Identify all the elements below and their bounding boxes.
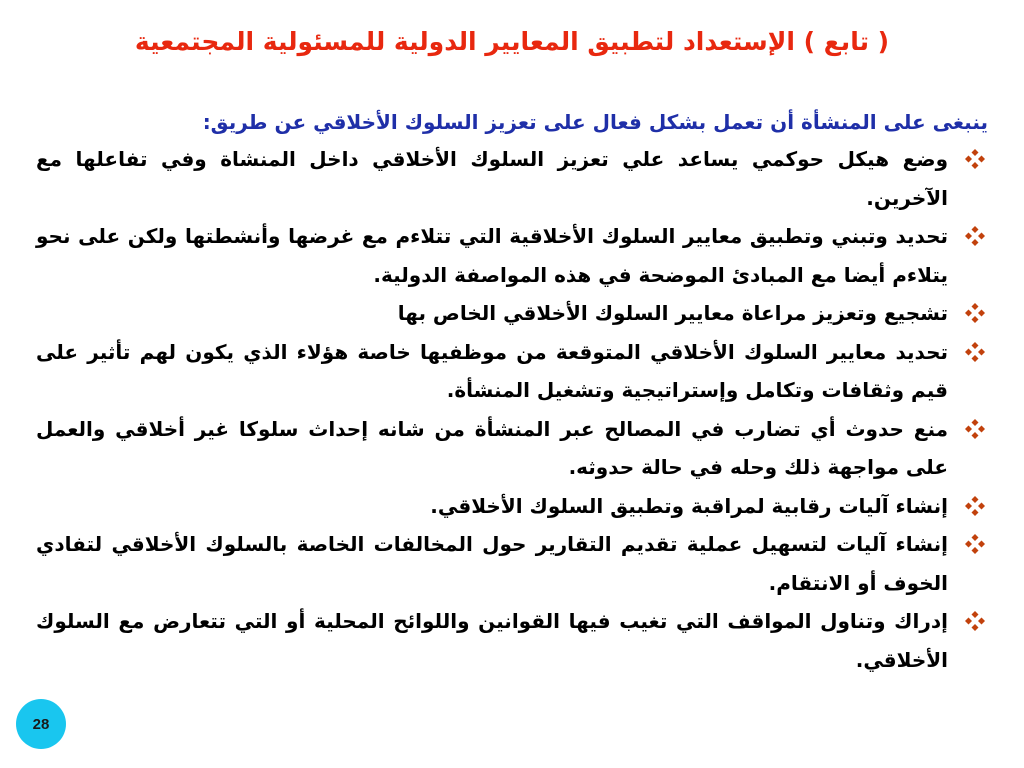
bullet-item <box>36 333 988 410</box>
bullet-item <box>36 140 988 217</box>
bullet-item <box>36 294 988 333</box>
page-number-badge: 28 <box>16 699 66 749</box>
bullet-text: وضع هيكل حوكمي يساعد علي تعزيز السلوك الأخلاقي داخل المنشاة وفي تفاعلها مع الآخرين. <box>36 147 948 210</box>
bullet-item <box>36 602 988 679</box>
diamond-bullet-icon <box>964 341 986 363</box>
bullet-item <box>36 487 988 526</box>
diamond-bullet-icon <box>964 302 986 324</box>
bullet-text: إنشاء آليات لتسهيل عملية تقديم التقارير حول المخالفات الخاصة بالسلوك الأخلاقي لتفادي الخوف أو الانتقام. <box>36 532 948 595</box>
slide-content <box>36 106 988 679</box>
intro-text: ينبغى على المنشأة أن تعمل بشكل فعال على تعزيز السلوك الأخلاقي عن طريق: <box>202 110 988 134</box>
bullet-item <box>36 410 988 487</box>
bullet-text: منع حدوث أي تضارب في المصالح عبر المنشأة من شانه إحداث سلوكا غير أخلاقي والعمل على مواجهة ذلك وحله في حالة حدوثه. <box>36 416 948 479</box>
bullet-list <box>36 140 988 679</box>
diamond-bullet-icon <box>964 610 986 632</box>
bullet-text: إدراك وتناول المواقف التي تغيب فيها القوانين واللوائح المحلية أو التي تتعارض مع السلوك الأخلاقي. <box>36 609 948 672</box>
bullet-text: إنشاء آليات رقابية لمراقبة وتطبيق السلوك الأخلاقي. <box>430 493 948 518</box>
slide-title: ( تابع ) الإستعداد لتطبيق المعايير الدولية للمسئولية المجتمعية <box>134 27 890 56</box>
diamond-bullet-icon <box>964 225 986 247</box>
diamond-bullet-icon <box>964 533 986 555</box>
bullet-text: تحديد وتبني وتطبيق معايير السلوك الأخلاقية التي تتلاءم مع غرضها وأنشطتها ولكن على نحو يتلاءم أيضا مع المبادئ الموضحة في هذه المواصفة الدولية. <box>36 224 948 287</box>
bullet-text: تشجيع وتعزيز مراعاة معايير السلوك الأخلاقي الخاص بها <box>397 301 948 325</box>
bullet-item <box>36 217 988 294</box>
bullet-text: تحديد معايير السلوك الأخلاقي المتوقعة من موظفيها خاصة هؤلاء الذي يكون لهم تأثير على قيم وثقافات وتكامل وإستراتيجية وتشغيل المنشأة. <box>36 339 948 402</box>
diamond-bullet-icon <box>964 148 986 170</box>
bullet-item <box>36 525 988 602</box>
diamond-bullet-icon <box>964 495 986 517</box>
diamond-bullet-icon <box>964 418 986 440</box>
